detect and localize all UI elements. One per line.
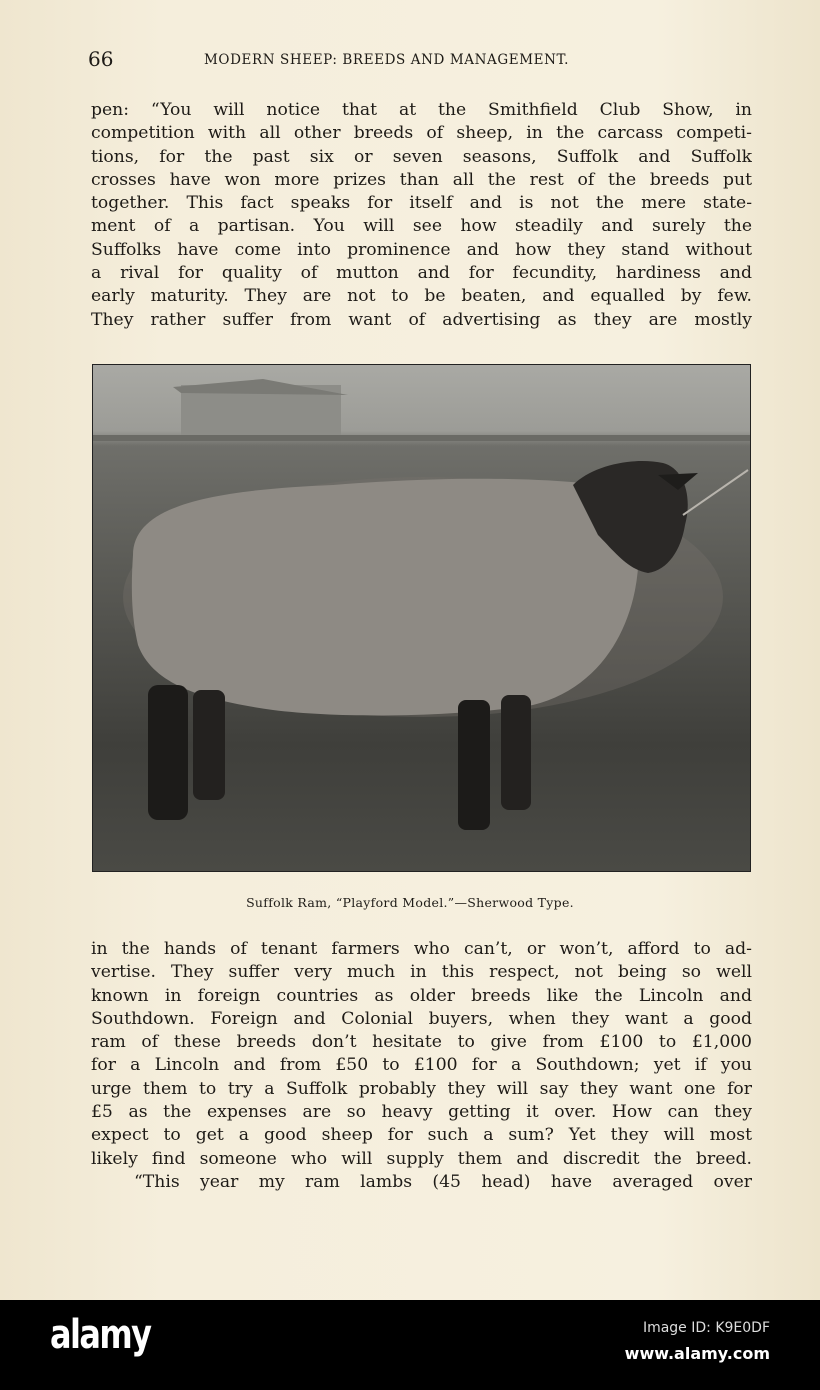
- text-line: together. This fact speaks for itself and is not the mere state-: [91, 193, 752, 214]
- text-line: in the hands of tenant farmers who can’t, or won’t, afford to ad-: [91, 939, 752, 959]
- sheep-leg: [193, 690, 225, 800]
- hedge-line: [93, 435, 750, 441]
- text-line: known in foreign countries as older breeds like the Lincoln and: [91, 985, 752, 1006]
- text-line: competition with all other breeds of sheep, in the carcass competi-: [91, 123, 752, 144]
- sheep-leg: [501, 695, 531, 810]
- text-line: “This year my ram lambs (45 head) have averaged over: [134, 1171, 752, 1192]
- text-line: ment of a partisan. You will see how steadily and surely the: [91, 216, 752, 237]
- text-line: a rival for quality of mutton and for fecundity, hardiness and: [91, 263, 752, 284]
- text-line: vertise. They suffer very much in this respect, not being so well: [91, 962, 752, 983]
- sheep-body: [132, 479, 639, 716]
- bottom-paragraph: [91, 938, 752, 1194]
- alamy-logo: alamy: [50, 1312, 151, 1358]
- text-line: Suffolks have come into prominence and how they stand without: [91, 239, 752, 260]
- image-id: Image ID: K9E0DF: [642, 1320, 770, 1336]
- watermark-bar: [0, 1300, 820, 1390]
- watermark-url: www.alamy.com: [624, 1344, 770, 1363]
- sheep-leg: [458, 700, 490, 830]
- text-line: urge them to try a Suffolk probably they will say they want one for: [91, 1078, 752, 1099]
- text-line: early maturity. They are not to be beaten, and equalled by few.: [91, 286, 752, 307]
- suffolk-ram-illustration: [93, 365, 750, 871]
- figure-caption: Suffolk Ram, “Playford Model.”—Sherwood Type.: [246, 895, 574, 910]
- text-line: ram of these breeds don’t hesitate to give from £100 to £1,000: [91, 1032, 752, 1053]
- top-paragraph: [91, 99, 752, 332]
- text-line: pen: “You will notice that at the Smithfield Club Show, in: [91, 100, 752, 120]
- text-line: tions, for the past six or seven seasons, Suffolk and Suffolk: [91, 146, 752, 167]
- running-title: MODERN SHEEP: BREEDS AND MANAGEMENT.: [204, 52, 570, 68]
- sheep-leg: [148, 685, 188, 820]
- text-line: They rather suffer from want of advertising as they are mostly: [91, 309, 752, 330]
- sheep-photograph: [92, 364, 751, 872]
- text-line: likely find someone who will supply them and discredit the breed.: [91, 1148, 752, 1169]
- text-line: Southdown. Foreign and Colonial buyers, when they want a good: [91, 1008, 752, 1029]
- text-line: expect to get a good sheep for such a sum? Yet they will most: [91, 1125, 752, 1146]
- page-number: 66: [88, 47, 114, 71]
- text-line: crosses have won more prizes than all the rest of the breeds put: [91, 169, 752, 190]
- text-line: for a Lincoln and from £50 to £100 for a Southdown; yet if you: [91, 1055, 752, 1076]
- text-line: £5 as the expenses are so heavy getting it over. How can they: [91, 1102, 752, 1123]
